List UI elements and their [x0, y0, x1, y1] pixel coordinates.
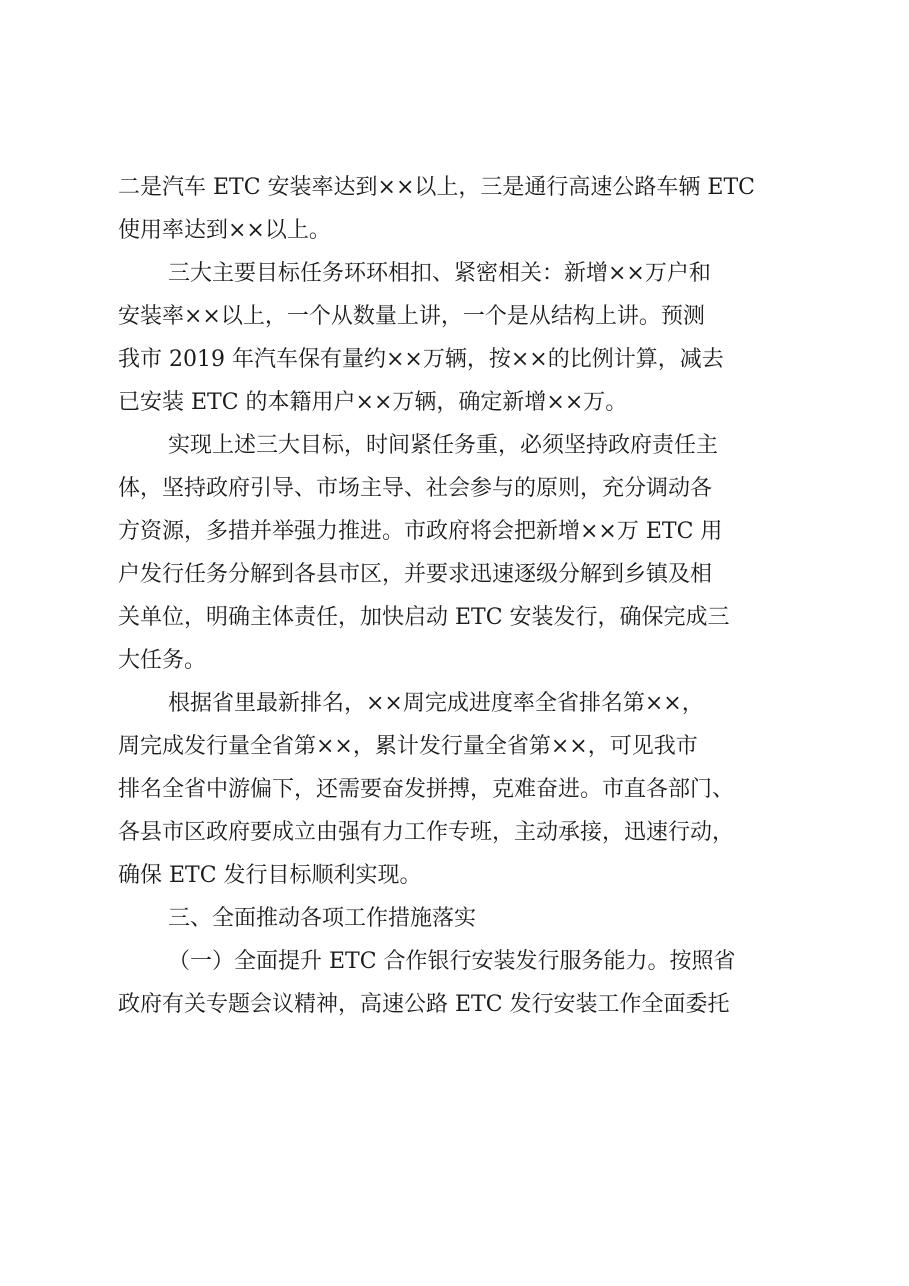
text-line: （一）全面提升 ETC 合作银行安装发行服务能力。按照省 — [168, 949, 736, 974]
text-line: 周完成发行量全省第××，累计发行量全省第××，可见我市 — [118, 734, 698, 759]
text-line: 排名全省中游偏下，还需要奋发拼搏，克难奋进。市直各部门、 — [118, 777, 735, 802]
text-line: 三大主要目标任务环环相扣、紧密相关：新增××万户和 — [168, 261, 711, 286]
text-line: 安装率××以上，一个从数量上讲，一个是从结构上讲。预测 — [118, 304, 705, 329]
text-line: 户发行任务分解到各县市区，并要求迅速逐级分解到乡镇及相 — [118, 562, 713, 587]
text-line: 根据省里最新排名，××周完成进度率全省排名第××， — [168, 691, 704, 716]
paragraph — [118, 682, 808, 897]
text-line: 确保 ETC 发行目标顺利实现。 — [118, 863, 422, 888]
text-line: 使用率达到××以上。 — [118, 218, 331, 243]
paragraph — [118, 166, 808, 252]
document-body — [118, 166, 808, 1026]
text-line: 三、全面推动各项工作措施落实 — [168, 906, 477, 931]
paragraph — [118, 252, 808, 424]
text-line: 体，坚持政府引导、市场主导、社会参与的原则，充分调动各 — [118, 476, 713, 501]
text-line: 实现上述三大目标，时间紧任务重，必须坚持政府责任主 — [168, 433, 719, 458]
text-line: 政府有关专题会议精神，高速公路 ETC 发行安装工作全面委托 — [118, 992, 730, 1017]
section-heading — [118, 897, 808, 940]
paragraph — [118, 940, 808, 1026]
text-line: 方资源，多措并举强力推进。市政府将会把新增××万 ETC 用 — [118, 519, 723, 544]
text-line: 我市 2019 年汽车保有量约××万辆，按××的比例计算，减去 — [118, 347, 724, 372]
text-line: 关单位，明确主体责任，加快启动 ETC 安装发行，确保完成三 — [118, 605, 730, 630]
text-line: 已安装 ETC 的本籍用户××万辆，确定新增××万。 — [118, 390, 628, 415]
text-line: 二是汽车 ETC 安装率达到××以上，三是通行高速公路车辆 ETC — [118, 175, 755, 200]
paragraph — [118, 424, 808, 682]
text-line: 大任务。 — [118, 648, 207, 673]
text-line: 各县市区政府要成立由强有力工作专班，主动承接，迅速行动， — [118, 820, 735, 845]
